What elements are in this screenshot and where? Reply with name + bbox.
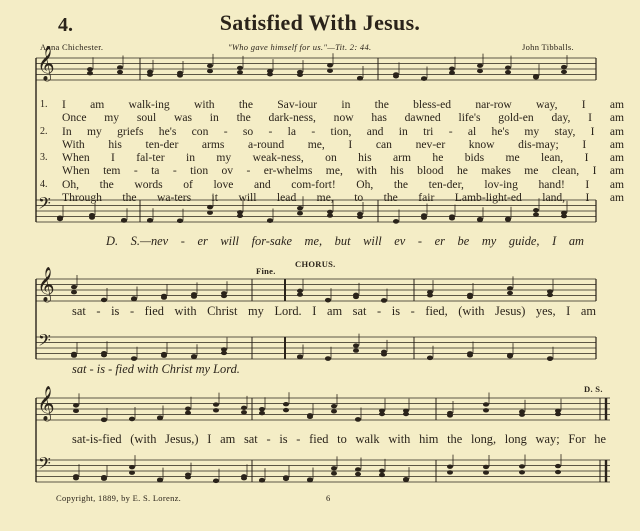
note-head bbox=[157, 478, 163, 482]
chorus-lyric-line: sat - is - fied with Christ my Lord. I am sat - is - fied, (with Jesus) yes, I am bbox=[72, 304, 596, 318]
note-head bbox=[331, 404, 337, 408]
note-head bbox=[357, 76, 363, 80]
note-head bbox=[421, 76, 427, 80]
note-head bbox=[331, 471, 337, 475]
note-head bbox=[177, 73, 183, 77]
note-head bbox=[297, 292, 303, 296]
note-head bbox=[237, 70, 243, 74]
note-head bbox=[327, 213, 333, 217]
note-head bbox=[241, 410, 247, 414]
note-head bbox=[129, 417, 135, 421]
note-head bbox=[267, 72, 273, 76]
author-credit: Anna Chichester. bbox=[40, 42, 104, 52]
note-head bbox=[73, 409, 79, 413]
note-head bbox=[483, 408, 489, 412]
note-head bbox=[207, 64, 213, 68]
note-head bbox=[519, 464, 525, 468]
note-head bbox=[213, 408, 219, 412]
note-head bbox=[477, 63, 483, 67]
note-head bbox=[87, 71, 93, 75]
note-head bbox=[507, 291, 513, 295]
verse-line: Once my soul was in the dark-ness, now has dawned life's gold-en day, I am bbox=[62, 111, 624, 125]
note-head bbox=[161, 353, 167, 357]
note-head bbox=[477, 218, 483, 222]
note-head bbox=[449, 67, 455, 71]
note-head bbox=[447, 464, 453, 468]
note-head bbox=[267, 218, 273, 222]
note-head bbox=[87, 67, 93, 71]
bass-clef-icon: 𝄢 bbox=[38, 330, 51, 354]
note-head bbox=[355, 417, 361, 421]
note-head bbox=[447, 413, 453, 417]
verse-line: Through the wa-ters it will lead me, to the fair Lamb-light-ed land, I am bbox=[62, 191, 624, 205]
note-head bbox=[71, 353, 77, 357]
note-head bbox=[357, 215, 363, 219]
note-head bbox=[519, 412, 525, 416]
note-head bbox=[353, 295, 359, 299]
ds-lyric-line: D. S.—nev - er will for-sake me, but will ev - er be my guide, I am bbox=[106, 234, 584, 248]
note-head bbox=[507, 286, 513, 290]
note-head bbox=[297, 355, 303, 359]
note-head bbox=[533, 212, 539, 216]
note-head bbox=[403, 412, 409, 416]
note-head bbox=[561, 214, 567, 218]
treble-clef-icon: 𝄞 bbox=[37, 386, 55, 421]
note-head bbox=[355, 467, 361, 471]
scripture-reference: "Who gave himself for us."—Tit. 2: 44. bbox=[228, 42, 372, 52]
hymn-title: Satisfied With Jesus. bbox=[219, 10, 421, 35]
note-head bbox=[191, 294, 197, 298]
note-head bbox=[221, 294, 227, 298]
note-head bbox=[213, 479, 219, 483]
note-head bbox=[297, 211, 303, 215]
page-number: 6 bbox=[326, 493, 331, 503]
treble-clef-icon: 𝄞 bbox=[37, 267, 55, 302]
note-head bbox=[101, 417, 107, 421]
note-head bbox=[533, 75, 539, 79]
note-head bbox=[307, 478, 313, 482]
note-head bbox=[131, 297, 137, 301]
note-head bbox=[73, 403, 79, 407]
note-head bbox=[379, 473, 385, 477]
note-head bbox=[241, 476, 247, 480]
note-head bbox=[447, 470, 453, 474]
note-head bbox=[507, 354, 513, 358]
note-head bbox=[505, 217, 511, 221]
note-head bbox=[421, 215, 427, 219]
note-head bbox=[379, 412, 385, 416]
note-head bbox=[467, 295, 473, 299]
note-head bbox=[297, 206, 303, 210]
note-head bbox=[237, 214, 243, 218]
note-head bbox=[505, 65, 511, 69]
note-head bbox=[207, 69, 213, 73]
note-head bbox=[177, 219, 183, 223]
note-head bbox=[101, 477, 107, 481]
chorus-lyric-italic: sat - is - fied with Christ my Lord. bbox=[72, 362, 240, 376]
note-head bbox=[117, 70, 123, 74]
note-head bbox=[283, 402, 289, 406]
note-head bbox=[121, 218, 127, 222]
note-head bbox=[131, 356, 137, 360]
note-head bbox=[467, 353, 473, 357]
note-head bbox=[381, 352, 387, 356]
note-head bbox=[381, 298, 387, 302]
note-head bbox=[161, 295, 167, 299]
note-head bbox=[207, 205, 213, 209]
note-head bbox=[331, 409, 337, 413]
note-head bbox=[449, 71, 455, 75]
note-head bbox=[379, 469, 385, 473]
chorus-mark: CHORUS. bbox=[295, 259, 336, 269]
note-head bbox=[483, 470, 489, 474]
note-head bbox=[101, 298, 107, 302]
note-head bbox=[71, 290, 77, 294]
note-head bbox=[555, 412, 561, 416]
note-head bbox=[147, 73, 153, 77]
verse-block bbox=[40, 98, 624, 204]
fine-mark: Fine. bbox=[256, 266, 276, 276]
note-head bbox=[355, 472, 361, 476]
note-head bbox=[73, 476, 79, 480]
verse-line: 2. In my griefs he's con - so - la - tion, and in tri - al he's my stay, I am bbox=[40, 124, 624, 138]
note-head bbox=[207, 210, 213, 214]
note-head bbox=[297, 73, 303, 77]
note-head bbox=[331, 466, 337, 470]
composer-credit: John Tibballs. bbox=[522, 42, 574, 52]
hymn-number: 4. bbox=[58, 14, 73, 36]
note-head bbox=[483, 465, 489, 469]
note-head bbox=[555, 470, 561, 474]
note-head bbox=[157, 416, 163, 420]
note-head bbox=[477, 69, 483, 73]
note-head bbox=[353, 343, 359, 347]
note-head bbox=[259, 407, 265, 411]
verse-line: 1. I am walk-ing with the Sav-iour in the bless-ed nar-row way, I am bbox=[40, 98, 624, 111]
note-head bbox=[307, 415, 313, 419]
note-head bbox=[259, 478, 265, 482]
note-head bbox=[147, 218, 153, 222]
note-head bbox=[185, 475, 191, 479]
note-head bbox=[393, 74, 399, 78]
note-head bbox=[325, 356, 331, 360]
note-head bbox=[427, 293, 433, 297]
ds-mark: D. S. bbox=[584, 384, 603, 394]
note-head bbox=[191, 355, 197, 359]
note-head bbox=[259, 411, 265, 415]
note-head bbox=[561, 65, 567, 69]
note-head bbox=[283, 477, 289, 481]
verse-line: When tem - ta - tion ov - er-whelms me, with his blood he makes me clean, I am bbox=[62, 164, 624, 178]
note-head bbox=[117, 65, 123, 69]
note-head bbox=[325, 298, 331, 302]
note-head bbox=[547, 356, 553, 360]
note-head bbox=[283, 408, 289, 412]
final-lyric-line: sat-is-fied (with Jesus,) I am sat - is - fied to walk with him the long, long way; For he bbox=[72, 432, 606, 446]
verse-line: 3. When I fal-ter in my weak-ness, on his arm he bids me lean, I am bbox=[40, 151, 624, 165]
bass-clef-icon: 𝄢 bbox=[38, 193, 51, 217]
treble-clef-icon: 𝄞 bbox=[37, 46, 55, 81]
note-head bbox=[57, 217, 63, 221]
note-head bbox=[327, 63, 333, 67]
note-head bbox=[241, 406, 247, 410]
note-head bbox=[353, 348, 359, 352]
note-head bbox=[221, 351, 227, 355]
note-head bbox=[185, 406, 191, 410]
verse-line: 4. Oh, the words of love and com-fort! Oh, the ten-der, lov-ing hand! I am bbox=[40, 177, 624, 191]
note-head bbox=[393, 219, 399, 223]
verse-line: With his ten-der arms a-round me, I can nev-er know dis-may; I am bbox=[62, 137, 624, 151]
note-head bbox=[533, 208, 539, 212]
note-head bbox=[237, 66, 243, 70]
note-head bbox=[483, 402, 489, 406]
note-head bbox=[327, 69, 333, 73]
note-head bbox=[129, 471, 135, 475]
note-head bbox=[89, 215, 95, 219]
note-head bbox=[561, 70, 567, 74]
note-head bbox=[403, 478, 409, 482]
note-head bbox=[449, 216, 455, 220]
note-head bbox=[505, 70, 511, 74]
bass-clef-icon: 𝄢 bbox=[38, 453, 51, 477]
note-head bbox=[185, 411, 191, 415]
note-head bbox=[519, 470, 525, 474]
note-head bbox=[555, 464, 561, 468]
note-head bbox=[129, 465, 135, 469]
note-head bbox=[213, 402, 219, 406]
note-head bbox=[427, 356, 433, 360]
note-head bbox=[71, 285, 77, 289]
note-head bbox=[547, 293, 553, 297]
note-head bbox=[101, 353, 107, 357]
copyright-notice: Copyright, 1889, by E. S. Lorenz. bbox=[56, 493, 182, 503]
